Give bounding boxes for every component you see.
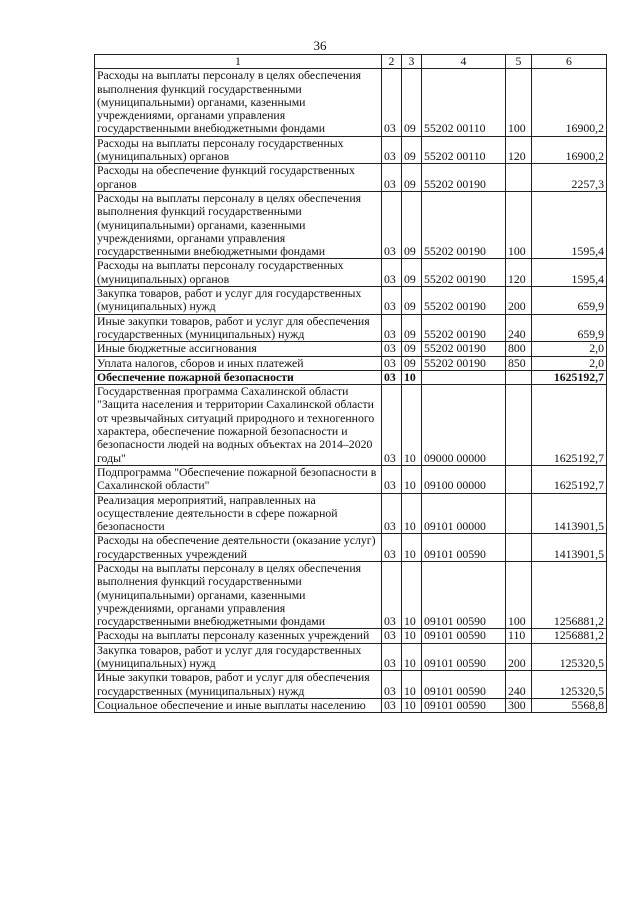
row-name-cell: Расходы на выплаты персоналу в целях обеспечения выполнения функций государственными (муниципальными) органами, казенными учреждениями, органами управления государственными внебюджетными фондами	[95, 191, 382, 258]
amount-cell: 1413901,5	[532, 534, 607, 562]
subsection-code-cell: 10	[402, 629, 422, 643]
row-name-cell: Расходы на обеспечение деятельности (оказание услуг) государственных учреждений	[95, 534, 382, 562]
section-code-cell: 03	[382, 465, 402, 493]
column-header: 3	[402, 55, 422, 69]
expense-type-cell	[506, 534, 532, 562]
row-name-cell: Социальное обеспечение и иные выплаты населению	[95, 698, 382, 712]
table-row	[95, 465, 607, 493]
amount-cell: 1595,4	[532, 191, 607, 258]
subsection-code-cell: 09	[402, 136, 422, 164]
target-article-cell: 09101 00590	[422, 698, 506, 712]
row-name-cell: Расходы на выплаты персоналу в целях обеспечения выполнения функций государственными (муниципальными) органами, казенными учреждениями, органами управления государственными внебюджетными фондами	[95, 561, 382, 628]
amount-cell: 659,9	[532, 287, 607, 315]
subsection-code-cell: 10	[402, 493, 422, 534]
section-code-cell: 03	[382, 629, 402, 643]
table-row	[95, 698, 607, 712]
section-code-cell: 03	[382, 287, 402, 315]
row-name-cell: Государственная программа Сахалинской области "Защита населения и территории Сахалинской области от чрезвычайных ситуаций природного и техногенного характера, обеспечение пожарной безопасности и безопасности людей на водных объектах на 2014–2020 годы"	[95, 385, 382, 466]
expense-type-cell	[506, 493, 532, 534]
column-header: 5	[506, 55, 532, 69]
subsection-code-cell: 09	[402, 164, 422, 192]
section-code-cell: 03	[382, 643, 402, 671]
expense-type-cell: 850	[506, 356, 532, 370]
amount-cell: 125320,5	[532, 671, 607, 699]
table-row	[95, 287, 607, 315]
table-row	[95, 136, 607, 164]
section-code-cell: 03	[382, 493, 402, 534]
section-code-cell: 03	[382, 671, 402, 699]
table-row	[95, 534, 607, 562]
subsection-code-cell: 09	[402, 342, 422, 356]
expense-type-cell: 100	[506, 69, 532, 136]
expense-type-cell: 800	[506, 342, 532, 356]
section-code-cell: 03	[382, 191, 402, 258]
target-article-cell: 09101 00590	[422, 643, 506, 671]
expense-type-cell: 240	[506, 671, 532, 699]
row-name-cell: Расходы на выплаты персоналу государственных (муниципальных) органов	[95, 259, 382, 287]
column-header: 4	[422, 55, 506, 69]
target-article-cell: 55202 00190	[422, 342, 506, 356]
row-name-cell: Расходы на обеспечение функций государственных органов	[95, 164, 382, 192]
subsection-code-cell: 10	[402, 370, 422, 384]
row-name-cell: Закупка товаров, работ и услуг для государственных (муниципальных) нужд	[95, 643, 382, 671]
expense-type-cell: 120	[506, 259, 532, 287]
row-name-cell: Расходы на выплаты персоналу государственных (муниципальных) органов	[95, 136, 382, 164]
table-row	[95, 643, 607, 671]
section-code-cell: 03	[382, 534, 402, 562]
amount-cell: 1413901,5	[532, 493, 607, 534]
amount-cell: 125320,5	[532, 643, 607, 671]
expense-type-cell	[506, 164, 532, 192]
row-name-cell: Уплата налогов, сборов и иных платежей	[95, 356, 382, 370]
amount-cell: 1625192,7	[532, 385, 607, 466]
section-code-cell: 03	[382, 69, 402, 136]
subsection-code-cell: 10	[402, 534, 422, 562]
target-article-cell: 55202 00190	[422, 259, 506, 287]
expense-type-cell: 200	[506, 287, 532, 315]
amount-cell: 5568,8	[532, 698, 607, 712]
expense-type-cell	[506, 370, 532, 384]
subsection-code-cell: 09	[402, 356, 422, 370]
target-article-cell	[422, 370, 506, 384]
amount-cell: 1256881,2	[532, 561, 607, 628]
amount-cell: 2,0	[532, 342, 607, 356]
subsection-code-cell: 09	[402, 287, 422, 315]
target-article-cell: 09100 00000	[422, 465, 506, 493]
table-row	[95, 671, 607, 699]
expense-type-cell: 240	[506, 314, 532, 342]
target-article-cell: 09101 00590	[422, 671, 506, 699]
row-name-cell: Расходы на выплаты персоналу казенных учреждений	[95, 629, 382, 643]
table-row	[95, 629, 607, 643]
table-row	[95, 493, 607, 534]
expense-type-cell: 100	[506, 191, 532, 258]
table-row	[95, 314, 607, 342]
target-article-cell: 09101 00590	[422, 534, 506, 562]
column-header: 2	[382, 55, 402, 69]
target-article-cell: 09101 00590	[422, 629, 506, 643]
amount-cell: 2257,3	[532, 164, 607, 192]
subsection-code-cell: 09	[402, 314, 422, 342]
target-article-cell: 55202 00190	[422, 314, 506, 342]
expense-type-cell	[506, 385, 532, 466]
target-article-cell: 09000 00000	[422, 385, 506, 466]
section-code-cell: 03	[382, 561, 402, 628]
budget-table	[94, 54, 607, 713]
table-row	[95, 342, 607, 356]
section-code-cell: 03	[382, 385, 402, 466]
target-article-cell: 09101 00000	[422, 493, 506, 534]
table-row	[95, 356, 607, 370]
section-code-cell: 03	[382, 342, 402, 356]
target-article-cell: 55202 00190	[422, 164, 506, 192]
amount-cell: 16900,2	[532, 69, 607, 136]
target-article-cell: 09101 00590	[422, 561, 506, 628]
target-article-cell: 55202 00190	[422, 287, 506, 315]
row-name-cell: Подпрограмма "Обеспечение пожарной безопасности в Сахалинской области"	[95, 465, 382, 493]
table-row	[95, 164, 607, 192]
column-header: 1	[95, 55, 382, 69]
amount-cell: 2,0	[532, 356, 607, 370]
row-name-cell: Иные закупки товаров, работ и услуг для обеспечения государственных (муниципальных) нужд	[95, 671, 382, 699]
subsection-code-cell: 10	[402, 465, 422, 493]
amount-cell: 1595,4	[532, 259, 607, 287]
row-name-cell: Иные бюджетные ассигнования	[95, 342, 382, 356]
target-article-cell: 55202 00110	[422, 69, 506, 136]
table-row	[95, 259, 607, 287]
table-row	[95, 561, 607, 628]
expense-type-cell: 110	[506, 629, 532, 643]
subsection-code-cell: 10	[402, 385, 422, 466]
amount-cell: 659,9	[532, 314, 607, 342]
expense-type-cell: 100	[506, 561, 532, 628]
row-name-cell: Иные закупки товаров, работ и услуг для обеспечения государственных (муниципальных) нужд	[95, 314, 382, 342]
section-code-cell: 03	[382, 136, 402, 164]
subsection-code-cell: 10	[402, 671, 422, 699]
table-row	[95, 370, 607, 384]
subsection-code-cell: 09	[402, 259, 422, 287]
target-article-cell: 55202 00190	[422, 191, 506, 258]
section-code-cell: 03	[382, 314, 402, 342]
header-row	[95, 55, 607, 69]
section-code-cell: 03	[382, 370, 402, 384]
row-name-cell: Обеспечение пожарной безопасности	[95, 370, 382, 384]
row-name-cell: Закупка товаров, работ и услуг для государственных (муниципальных) нужд	[95, 287, 382, 315]
target-article-cell: 55202 00190	[422, 356, 506, 370]
amount-cell: 1256881,2	[532, 629, 607, 643]
section-code-cell: 03	[382, 698, 402, 712]
subsection-code-cell: 09	[402, 191, 422, 258]
expense-type-cell: 200	[506, 643, 532, 671]
amount-cell: 1625192,7	[532, 370, 607, 384]
expense-type-cell	[506, 465, 532, 493]
target-article-cell: 55202 00110	[422, 136, 506, 164]
table-row	[95, 69, 607, 136]
row-name-cell: Реализация мероприятий, направленных на осуществление деятельности в сфере пожарной безопасности	[95, 493, 382, 534]
expense-type-cell: 120	[506, 136, 532, 164]
page-number: 36	[313, 38, 327, 53]
section-code-cell: 03	[382, 259, 402, 287]
section-code-cell: 03	[382, 356, 402, 370]
row-name-cell: Расходы на выплаты персоналу в целях обеспечения выполнения функций государственными (муниципальными) органами, казенными учреждениями, органами управления государственными внебюджетными фондами	[95, 69, 382, 136]
expense-type-cell: 300	[506, 698, 532, 712]
section-code-cell: 03	[382, 164, 402, 192]
subsection-code-cell: 10	[402, 561, 422, 628]
subsection-code-cell: 10	[402, 643, 422, 671]
column-header: 6	[532, 55, 607, 69]
table-row	[95, 191, 607, 258]
amount-cell: 16900,2	[532, 136, 607, 164]
table-row	[95, 385, 607, 466]
subsection-code-cell: 10	[402, 698, 422, 712]
subsection-code-cell: 09	[402, 69, 422, 136]
amount-cell: 1625192,7	[532, 465, 607, 493]
